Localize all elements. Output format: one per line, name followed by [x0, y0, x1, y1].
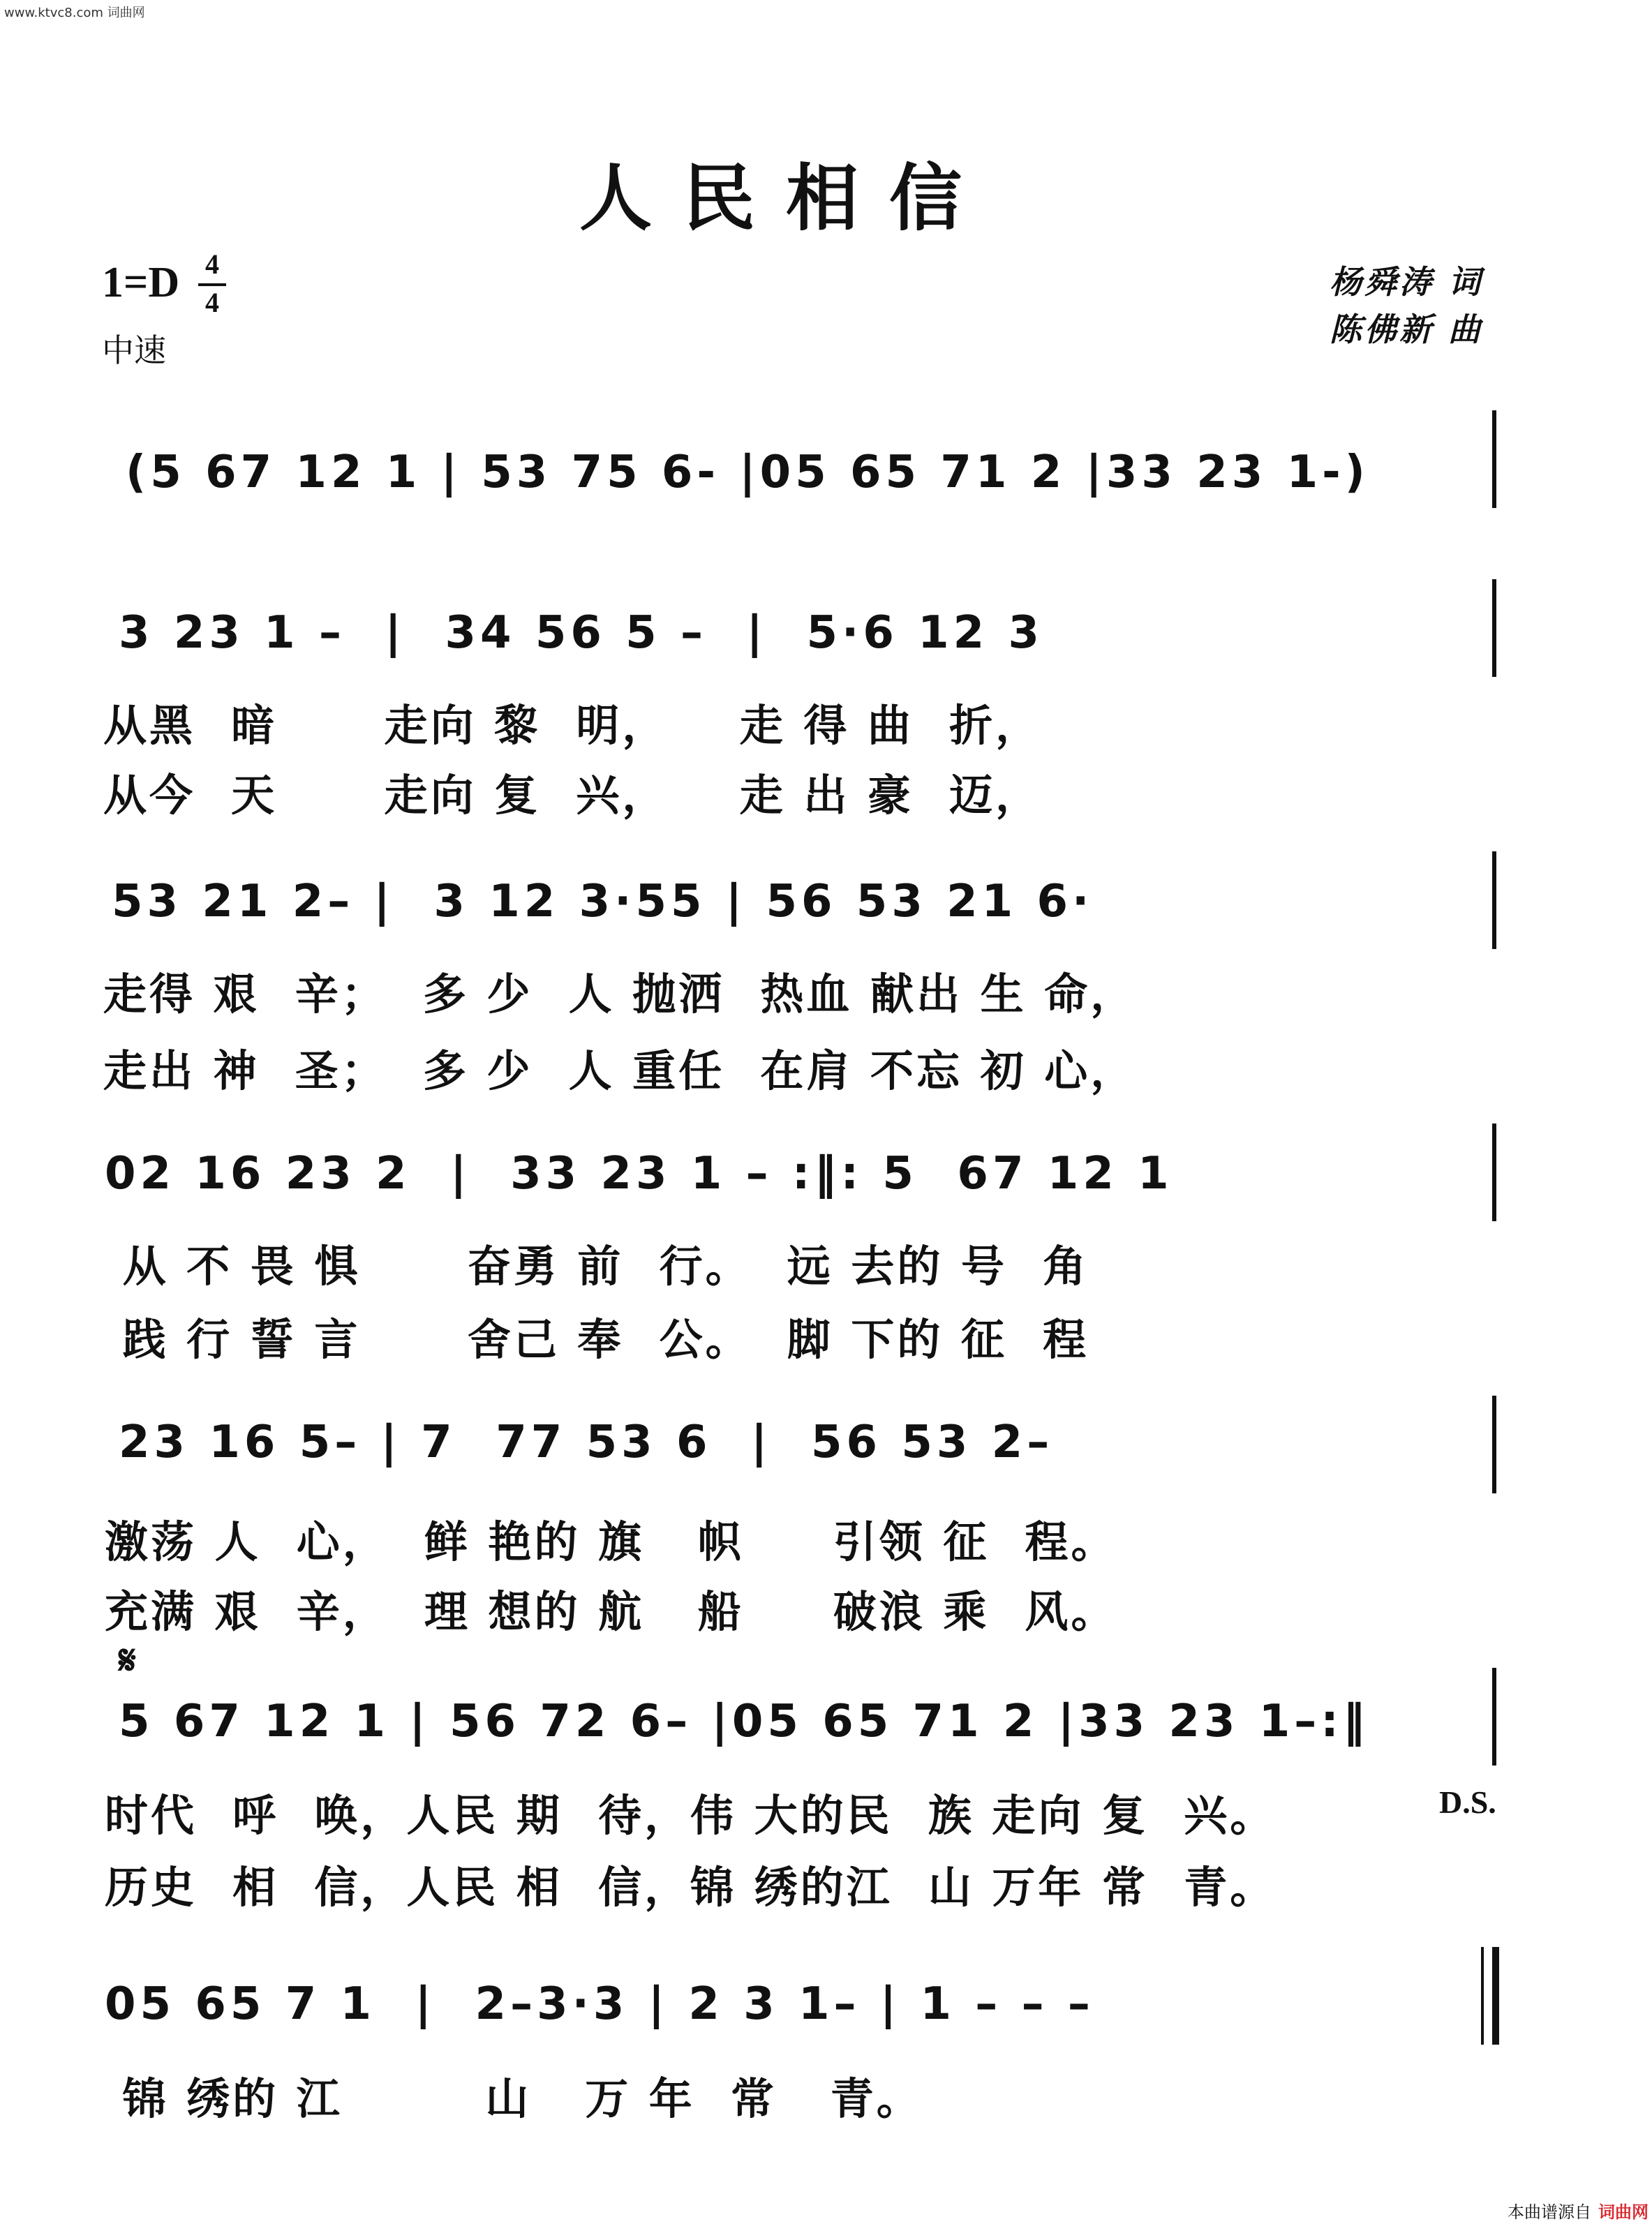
system-end-barline: [1492, 410, 1496, 508]
system-5-notes: 23 16 5– | 7 77 53 6 | 56 53 2–: [119, 1417, 1054, 1468]
system-5-lyrics-verse-1: 激荡 人 心， 鲜 艳的 旗 帜 引领 征 程。: [105, 1516, 1117, 1567]
site-watermark: www.ktvc8.com 词曲网: [4, 6, 145, 20]
system-3-lyrics-verse-2: 走出 神 圣； 多 少 人 重任 在肩 不忘 初 心，: [103, 1045, 1137, 1096]
system-4-notes: 02 16 23 2 | 33 23 1 – :‖: 5 67 12 1: [105, 1148, 1173, 1200]
key-signature: 1=D: [102, 259, 180, 306]
footer-site-logo: 词曲网: [1598, 2202, 1649, 2222]
tempo-marking: 中速: [102, 331, 166, 369]
system-end-barline: [1492, 1124, 1496, 1221]
final-barline-thick: [1492, 1947, 1499, 2045]
system-7-lyrics: 锦 绣的 江 山 万 年 常 青。: [105, 2073, 923, 2124]
system-6-lyrics-verse-1: 时代 呼 唤，人民 期 待，伟 大的民 族 走向 复 兴。: [105, 1790, 1277, 1841]
system-6-notes: 5 67 12 1 | 56 72 6– |05 65 71 2 |33 23 1–:‖: [119, 1696, 1369, 1747]
system-4-lyrics-verse-2: 践 行 誓 言 舍己 奉 公。 脚 下的 征 程: [105, 1314, 1089, 1365]
dal-segno-mark: D.S.: [1439, 1784, 1496, 1820]
footer-source-text: 本曲谱源自: [1508, 2202, 1591, 2222]
system-end-barline: [1492, 1668, 1496, 1766]
lyricist-credit: 杨舜涛 词: [1330, 263, 1484, 301]
final-barline-thin: [1481, 1947, 1484, 2045]
system-end-barline: [1492, 1396, 1496, 1493]
system-end-barline: [1492, 851, 1496, 949]
system-end-barline: [1492, 579, 1496, 677]
system-6-lyrics-verse-2: 历史 相 信，人民 相 信，锦 绣的江 山 万年 常 青。: [105, 1862, 1277, 1913]
system-2-notes: 3 23 1 – | 34 56 5 – | 5·6 12 3: [119, 607, 1043, 659]
system-2-lyrics-verse-1: 从黑 暗 走向 黎 明， 走 得 曲 折，: [103, 700, 1042, 751]
song-title: 人民相信: [579, 155, 993, 241]
intro-notes: (5 67 12 1 | 53 75 6- |05 65 71 2 |33 23 1-): [126, 447, 1369, 498]
time-signature-top: 4: [205, 248, 219, 280]
system-4-lyrics-verse-1: 从 不 畏 惧 奋勇 前 行。 远 去的 号 角: [105, 1241, 1089, 1292]
system-5-lyrics-verse-2: 充满 艰 辛， 理 想的 航 船 破浪 乘 风。: [105, 1586, 1117, 1637]
segno-sign: 𝄋: [119, 1636, 136, 1684]
system-2-lyrics-verse-2: 从今 天 走向 复 兴， 走 出 豪 迈，: [103, 770, 1042, 821]
composer-credit: 陈佛新 曲: [1330, 311, 1484, 348]
time-signature-bottom: 4: [205, 287, 219, 318]
system-3-notes: 53 21 2– | 3 12 3·55 | 56 53 21 6·: [112, 876, 1094, 927]
system-7-notes: 05 65 7 1 | 2–3·3 | 2 3 1– | 1 – – –: [105, 1978, 1094, 2030]
system-3-lyrics-verse-1: 走得 艰 辛； 多 少 人 抛洒 热血 献出 生 命，: [103, 969, 1137, 1020]
